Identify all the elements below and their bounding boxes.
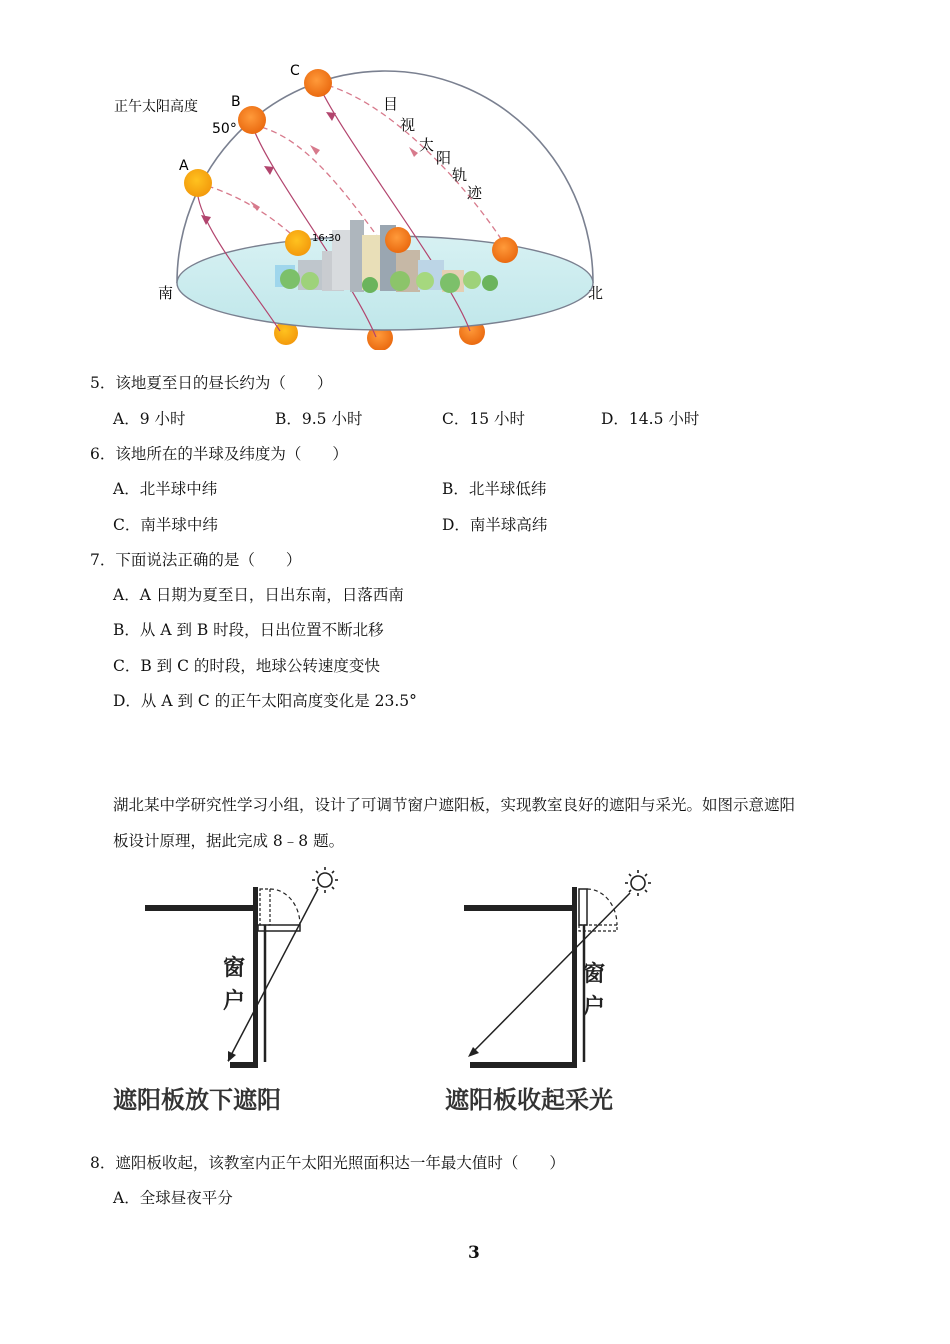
label-noon-altitude: 正午太阳高度	[114, 99, 198, 115]
svg-text:太: 太	[419, 136, 435, 154]
q6-option-a[interactable]: A．北半球中纬	[113, 480, 218, 498]
label-b: B	[231, 94, 241, 110]
label-south: 南	[158, 284, 174, 302]
q5-option-b[interactable]: B．9.5 小时	[275, 410, 363, 428]
intro-line-1: 湖北某中学研究性学习小组，设计了可调节窗户遮阳板，实现教室良好的遮阳与采光。如图示意遮阳	[113, 796, 796, 814]
q6-option-b[interactable]: B．北半球低纬	[442, 480, 547, 498]
label-a: A	[179, 158, 189, 174]
q5-option-c[interactable]: C．15 小时	[442, 410, 526, 428]
q6-option-c[interactable]: C．南半球中纬	[113, 516, 218, 534]
svg-text:阳: 阳	[436, 149, 452, 167]
q5-option-a[interactable]: A．9 小时	[113, 410, 186, 428]
question-6: 6．该地所在的半球及纬度为（ ）	[90, 445, 348, 463]
sunshade-diagram-left	[110, 865, 370, 1120]
svg-text:轨: 轨	[452, 166, 468, 184]
question-7: 7．下面说法正确的是（ ）	[90, 551, 302, 569]
label-c: C	[290, 63, 300, 79]
sun-horizon-2	[385, 227, 411, 253]
q7-option-b[interactable]: B．从 A 到 B 时段，日出位置不断北移	[113, 621, 384, 639]
svg-text:迹: 迹	[467, 184, 483, 202]
right-window-char-2: 户	[583, 995, 606, 1020]
intro-line-2: 板设计原理，据此完成 8﹣8 题。	[113, 832, 345, 850]
sun-horizon-3	[492, 237, 518, 263]
q8-option-a[interactable]: A．全球昼夜平分	[113, 1189, 233, 1207]
question-8: 8．遮阳板收起，该教室内正午太阳光照面积达一年最大值时（ ）	[90, 1154, 565, 1172]
q7-option-c[interactable]: C．B 到 C 的时段，地球公转速度变快	[113, 657, 380, 675]
sun-path-diagram	[100, 55, 640, 350]
left-window-char-1: 窗	[223, 956, 246, 981]
dashed-arrows	[250, 145, 418, 211]
q5-option-d[interactable]: D．14.5 小时	[601, 410, 700, 428]
right-caption: 遮阳板收起采光	[445, 1086, 613, 1114]
svg-text:视: 视	[400, 116, 416, 134]
label-north: 北	[588, 284, 604, 302]
label-angle: 50°	[212, 121, 237, 137]
label-time: 16:30	[312, 233, 341, 244]
page-number: 3	[468, 1243, 480, 1263]
q7-option-a[interactable]: A．A 日期为夏至日，日出东南，日落西南	[113, 586, 404, 604]
svg-text:目: 目	[383, 95, 399, 113]
sun-c	[304, 69, 332, 97]
left-caption: 遮阳板放下遮阳	[113, 1086, 281, 1114]
sunshade-diagram-right	[440, 865, 700, 1120]
q6-option-d[interactable]: D．南半球高纬	[442, 516, 548, 534]
q7-option-d[interactable]: D．从 A 到 C 的正午太阳高度变化是 23.5°	[113, 692, 417, 710]
sun-icon	[625, 870, 651, 896]
right-window-char-1: 窗	[583, 962, 606, 987]
sun-icon	[312, 867, 338, 893]
sun-horizon-1	[285, 230, 311, 256]
sun-b	[238, 106, 266, 134]
left-window-char-2: 户	[223, 989, 246, 1014]
label-trajectory	[383, 95, 483, 202]
question-5: 5．该地夏至日的昼长约为（ ）	[90, 374, 333, 392]
